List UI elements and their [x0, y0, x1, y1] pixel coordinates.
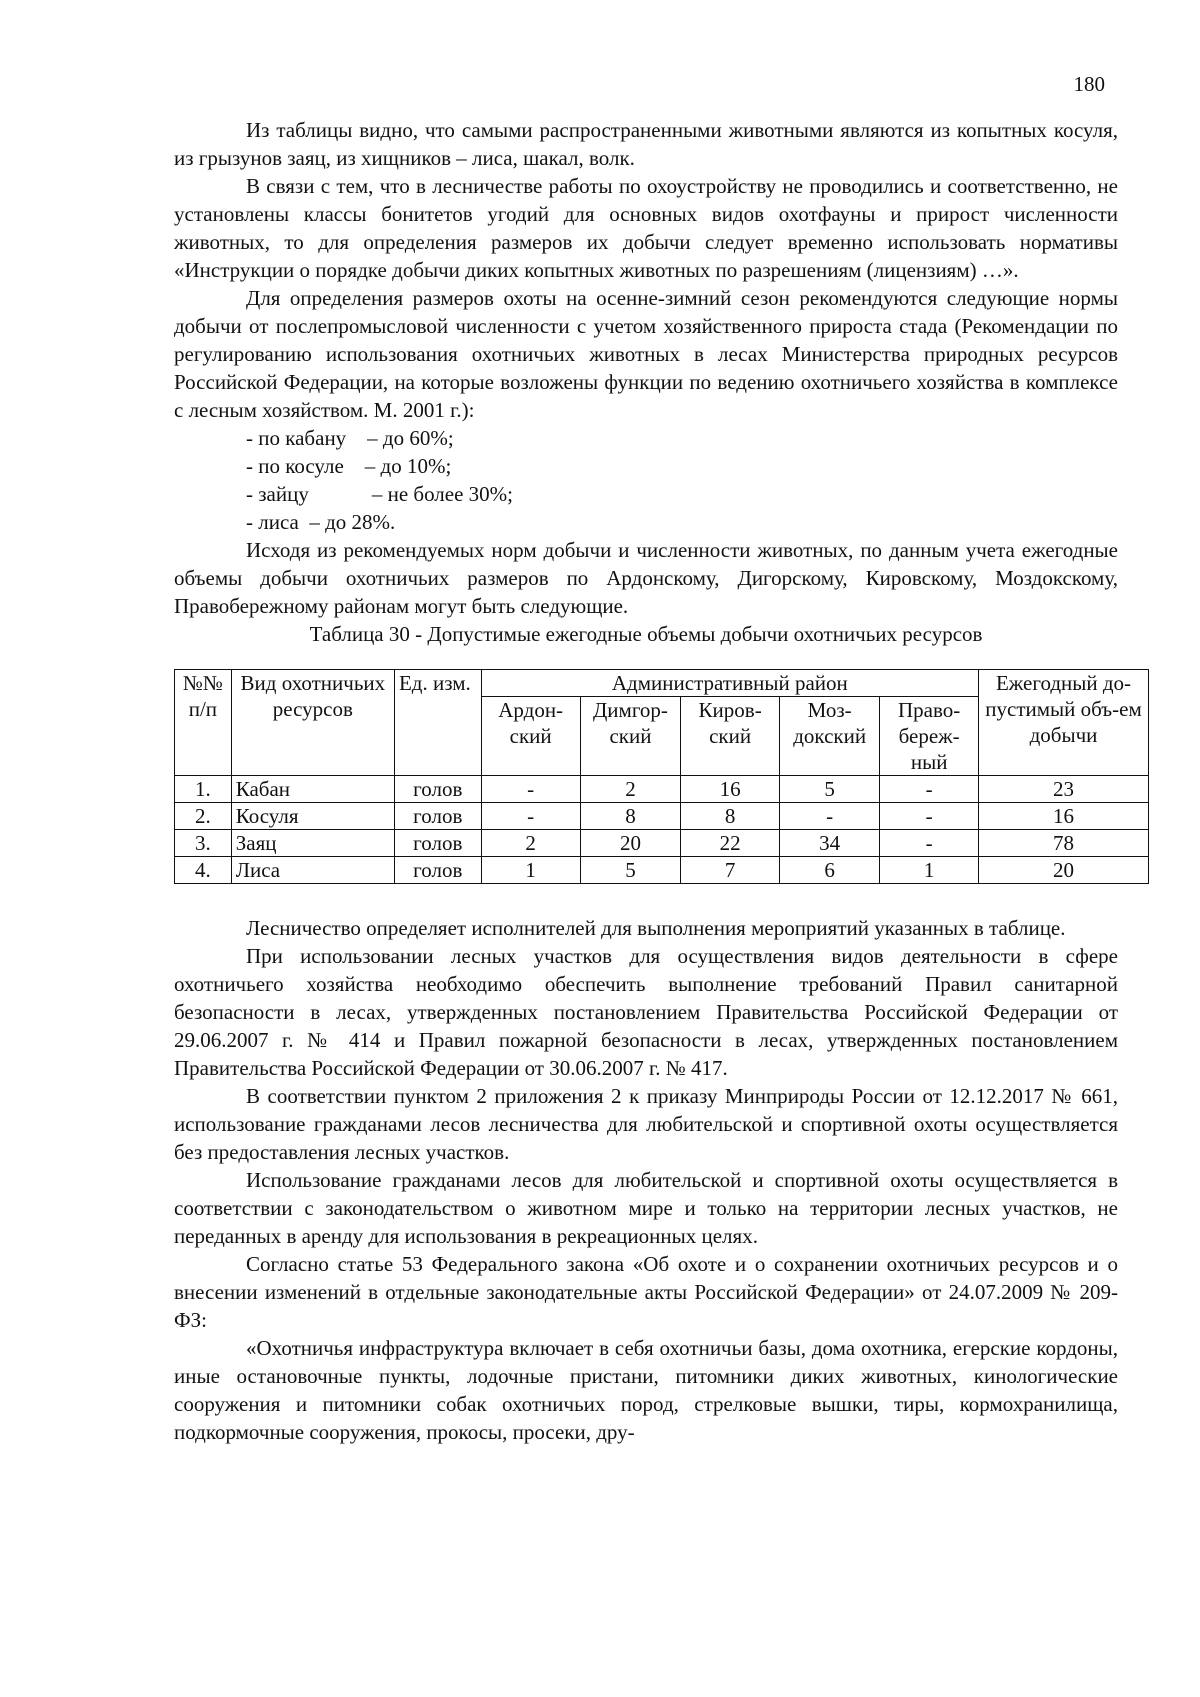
cell-value: 2: [580, 776, 680, 803]
cell-total: 20: [979, 857, 1149, 884]
header-unit: Ед. изм.: [394, 670, 481, 776]
table-row: [175, 857, 1149, 884]
table-row: [175, 830, 1149, 857]
cell-value: 34: [780, 830, 880, 857]
table-row: [175, 776, 1149, 803]
cell-num: 3.: [175, 830, 232, 857]
table-caption: Таблица 30 - Допустимые ежегодные объемы добычи охотничьих ресурсов: [309, 622, 983, 646]
table-row: [175, 803, 1149, 830]
cell-value: -: [481, 803, 580, 830]
header-name: Вид охотничьих ресурсов: [231, 670, 394, 776]
cell-name: Лиса: [231, 857, 394, 884]
document-body: [174, 116, 1142, 1446]
cell-value: 5: [780, 776, 880, 803]
cell-total: 16: [979, 803, 1149, 830]
header-district: Киров-ский: [681, 697, 780, 776]
norm-item-hare: - зайцу – не более 30%;: [246, 482, 514, 506]
cell-unit: голов: [394, 803, 481, 830]
header-total: Ежегодный до-пустимый объ-ем добычи: [979, 670, 1149, 776]
cell-num: 1.: [175, 776, 232, 803]
cell-value: 8: [681, 803, 780, 830]
cell-value: -: [880, 803, 979, 830]
paragraph: Лесничество определяет исполнителей для выполнения мероприятий указанных в таблице.: [246, 916, 1066, 940]
paragraph: Использование гражданами лесов для любительской и спортивной охоты осуществляется в соответствии с законодательством о животном мире и только на территории лесных участков, не переданных в аренду для использования в рекреационных целях.: [174, 1168, 1118, 1248]
cell-name: Кабан: [231, 776, 394, 803]
cell-value: 22: [681, 830, 780, 857]
cell-unit: голов: [394, 776, 481, 803]
paragraph: Из таблицы видно, что самыми распространенными животными являются из копытных косуля, из грызунов заяц, из хищников – лиса, шакал, волк.: [174, 118, 1118, 170]
header-district: Моз-докский: [780, 697, 880, 776]
cell-value: 6: [780, 857, 880, 884]
cell-num: 4.: [175, 857, 232, 884]
norm-item-boar: - по кабану – до 60%;: [246, 426, 454, 450]
cell-value: 1: [880, 857, 979, 884]
cell-unit: голов: [394, 830, 481, 857]
header-district: Димгор-ский: [580, 697, 680, 776]
header-district: Право-береж-ный: [880, 697, 979, 776]
cell-value: 2: [481, 830, 580, 857]
hunting-quota-table: [174, 669, 1149, 884]
header-district-group: Административный район: [481, 670, 978, 697]
paragraph: В связи с тем, что в лесничестве работы по охоустройству не проводились и соответственно, не установлены классы бонитетов угодий для основных видов охотфауны и прирост численности животных, то для определения размеров их добычи следует временно использовать нормативы «Инструкции о порядке добычи диких копытных животных по разрешениям (лицензиям) …».: [174, 174, 1118, 282]
cell-name: Косуля: [231, 803, 394, 830]
paragraph: Для определения размеров охоты на осенне-зимний сезон рекомендуются следующие нормы добычи от послепромысловой численности с учетом хозяйственного прироста стада (Рекомендации по регулированию использования охотничьих животных в лесах Министерства природных ресурсов Российской Федерации, на которые возложены функции по ведению охотничьего хозяйства в комплексе с лесным хозяйством. М. 2001 г.):: [174, 286, 1118, 422]
cell-value: -: [481, 776, 580, 803]
cell-value: -: [880, 776, 979, 803]
cell-value: 16: [681, 776, 780, 803]
cell-value: 5: [580, 857, 680, 884]
cell-value: 20: [580, 830, 680, 857]
cell-num: 2.: [175, 803, 232, 830]
cell-total: 23: [979, 776, 1149, 803]
paragraph: В соответствии пунктом 2 приложения 2 к приказу Минприроды России от 12.12.2017 № 661, использование гражданами лесов лесничества для любительской и спортивной охоты осуществляется без предоставления лесных участков.: [174, 1084, 1118, 1164]
norm-item-roe-deer: - по косуле – до 10%;: [246, 454, 452, 478]
paragraph: Исходя из рекомендуемых норм добычи и численности животных, по данным учета ежегодные объемы добычи охотничьих размеров по Ардонскому, Дигорскому, Кировскому, Моздокскому, Правобережному районам могут быть следующие.: [174, 538, 1118, 618]
header-district: Ардон-ский: [481, 697, 580, 776]
cell-value: 1: [481, 857, 580, 884]
page-number: 180: [1073, 72, 1105, 96]
cell-value: -: [780, 803, 880, 830]
cell-value: 7: [681, 857, 780, 884]
header-num: №№ п/п: [175, 670, 232, 776]
cell-value: 8: [580, 803, 680, 830]
cell-value: -: [880, 830, 979, 857]
cell-unit: голов: [394, 857, 481, 884]
paragraph: Согласно статье 53 Федерального закона «Об охоте и о сохранении охотничьих ресурсов и о внесении изменений в отдельные законодательные акты Российской Федерации» от 24.07.2009 № 209-ФЗ:: [174, 1252, 1118, 1332]
cell-name: Заяц: [231, 830, 394, 857]
cell-total: 78: [979, 830, 1149, 857]
paragraph: «Охотничья инфраструктура включает в себя охотничьи базы, дома охотника, егерские кордоны, иные остановочные пункты, лодочные пристани, питомники диких животных, кинологические сооружения и питомники собак охотничьих пород, стрелковые вышки, тиры, кормохранилища, подкормочные сооружения, прокосы, просеки, дру-: [174, 1336, 1118, 1444]
norm-item-fox: - лиса – до 28%.: [246, 510, 396, 534]
paragraph: При использовании лесных участков для осуществления видов деятельности в сфере охотничьего хозяйства необходимо обеспечить выполнение требований Правил санитарной безопасности в лесах, утвержденных постановлением Правительства Российской Федерации от 29.06.2007 г. № 414 и Правил пожарной безопасности в лесах, утвержденных постановлением Правительства Российской Федерации от 30.06.2007 г. № 417.: [174, 944, 1118, 1080]
